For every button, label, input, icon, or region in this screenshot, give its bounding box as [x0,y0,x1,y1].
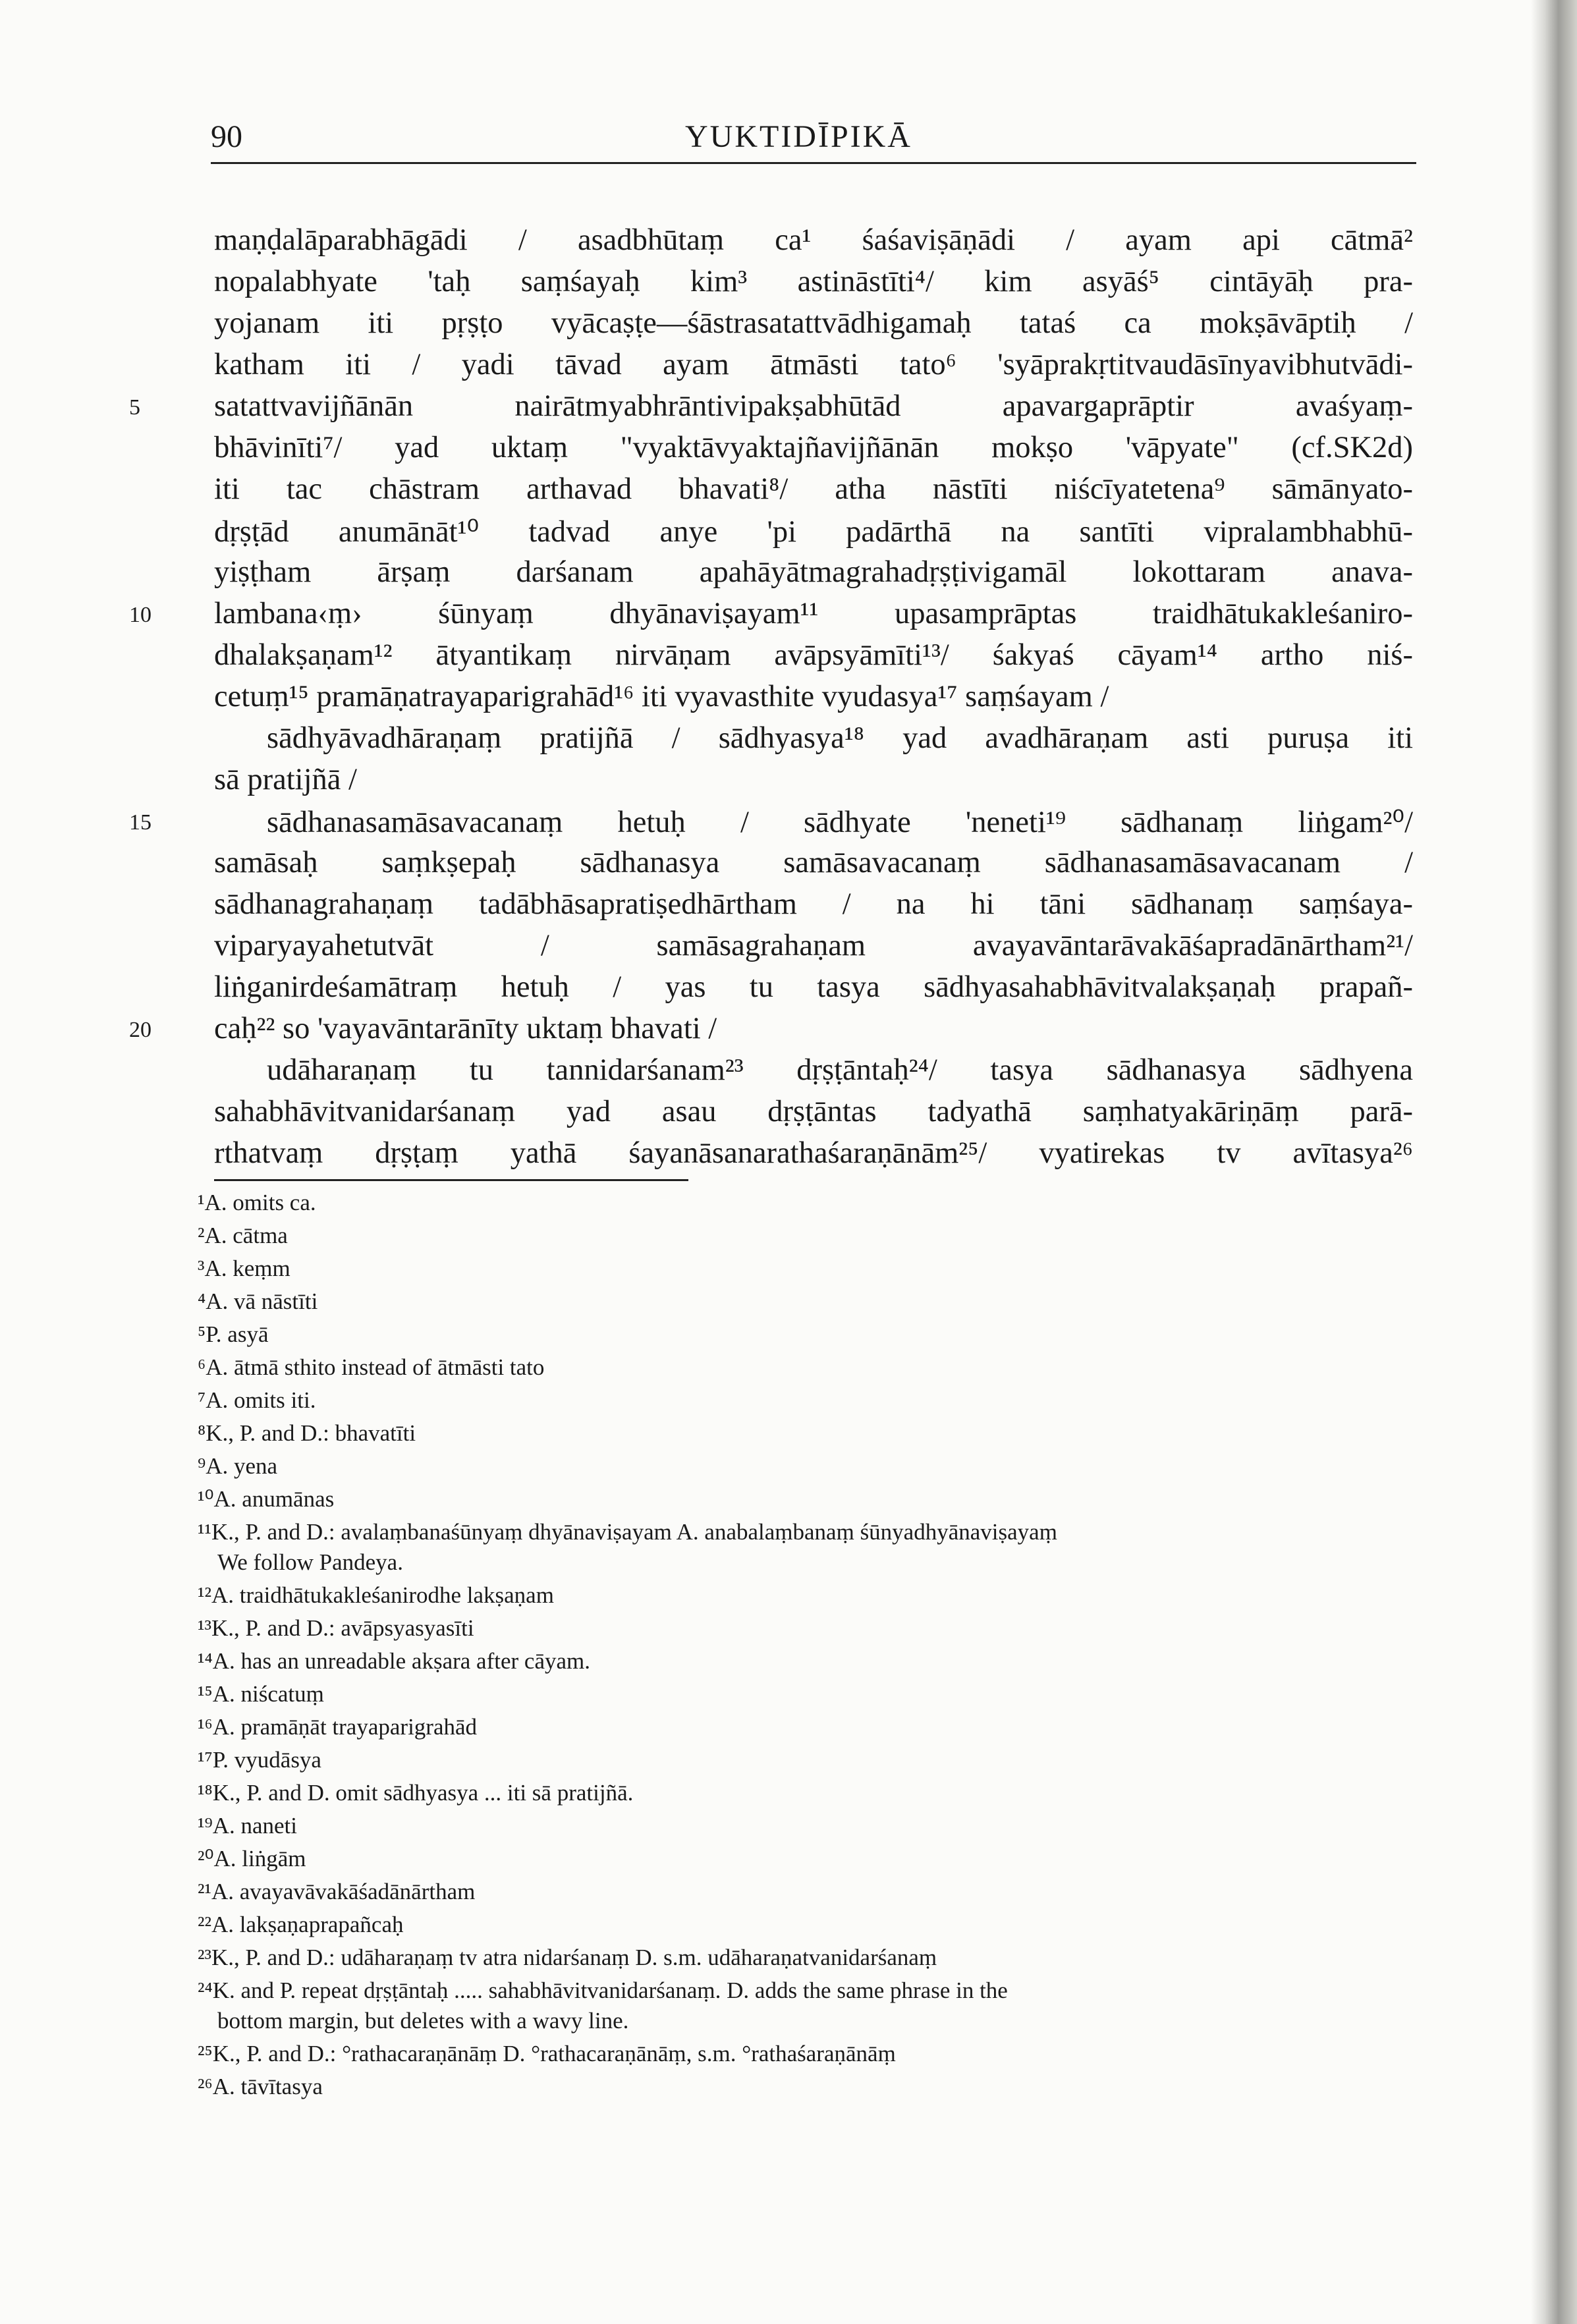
footnote-12: ¹²A. traidhātukakleśanirodhe lakṣaṇam [198,1582,554,1608]
body-line-21: udāharaṇaṃ tu tannidarśanam²³ dṛṣṭāntaḥ²⁴/ tasya sādhanasya sādhyena [267,1053,1413,1087]
body-line-17: sādhanagrahaṇaṃ tadābhāsapratiṣedhārtham / na hi tāni sādhanaṃ saṃśaya- [214,887,1413,921]
footnote-20: ²⁰A. liṅgām [198,1846,306,1871]
body-line-22: sahabhāvitvanidarśanaṃ yad asau dṛṣṭāntas tadyathā saṃhatyakāriṇāṃ parā- [214,1095,1413,1128]
body-line-13: sādhyāvadhāraṇaṃ pratijñā / sādhyasya¹⁸ yad avadhāraṇam asti puruṣa iti [267,721,1413,755]
footnote-16: ¹⁶A. pramāṇāt trayaparigrahād [198,1714,478,1740]
footnote-26: ²⁶A. tāvītasya [198,2074,323,2099]
page-edge-shadow [1531,0,1577,2324]
footnote-11-cont: We follow Pandeya. [217,1549,403,1575]
footnote-5: ⁵P. asyā [198,1321,269,1347]
line-number-15: 15 [129,810,152,835]
footnote-rule [214,1179,688,1181]
body-line-15: sādhanasamāsavacanaṃ hetuḥ / sādhyate 'neneti¹⁹ sādhanaṃ liṅgam²⁰/ [267,806,1413,839]
body-line-10: lambana‹ṃ› śūnyaṃ dhyānaviṣayam¹¹ upasamprāptas traidhātukakleśaniro- [214,597,1413,630]
footnote-10: ¹⁰A. anumānas [198,1486,335,1512]
line-number-5: 5 [129,395,140,420]
body-line-11: dhalakṣaṇam¹² ātyantikaṃ nirvāṇam avāpsyāmīti¹³/ śakyaś cāyam¹⁴ artho niś- [214,638,1413,672]
body-line-23: rthatvaṃ dṛṣṭaṃ yathā śayanāsanarathaśaraṇānām²⁵/ vyatirekas tv avītasya²⁶ [214,1136,1413,1170]
body-line-19: liṅganirdeśamātraṃ hetuḥ / yas tu tasya sādhyasahabhāvitvalakṣaṇaḥ prapañ- [214,970,1413,1004]
body-line-7: iti tac chāstram arthavad bhavati⁸/ atha nāstīti niścīyatetena⁹ sāmānyato- [214,472,1413,506]
footnote-7: ⁷A. omits iti. [198,1387,316,1413]
body-line-18: viparyayahetutvāt / samāsagrahaṇam avayavāntarāvakāśapradānārtham²¹/ [214,929,1413,962]
body-line-6: bhāvinīti⁷/ yad uktaṃ "vyaktāvyaktajñavijñānān mokṣo 'vāpyate" (cf.SK2d) [214,431,1413,464]
footnote-1: ¹A. omits ca. [198,1190,316,1215]
body-line-4: katham iti / yadi tāvad ayam ātmāsti tato⁶ 'syāprakṛtitvaudāsīnyavibhutvādi- [214,348,1413,381]
footnote-14: ¹⁴A. has an unreadable akṣara after cāyam. [198,1648,590,1674]
footnote-9: ⁹A. yena [198,1453,278,1479]
body-line-12: cetuṃ¹⁵ pramāṇatrayaparigrahād¹⁶ iti vyavasthite vyudasya¹⁷ saṃśayam / [214,680,1109,713]
footnote-4: ⁴A. vā nāstīti [198,1288,318,1314]
footnote-19: ¹⁹A. naneti [198,1813,297,1839]
footnote-6: ⁶A. ātmā sthito instead of ātmāsti tato [198,1354,545,1380]
footnote-11: ¹¹K., P. and D.: avalaṃbanaśūnyaṃ dhyānaviṣayam A. anabalaṃbanaṃ śūnyadhyānaviṣayaṃ [198,1519,1057,1545]
footnote-25: ²⁵K., P. and D.: °rathacaraṇānāṃ D. °rathacaraṇānāṃ, s.m. °rathaśaraṇānāṃ [198,2041,896,2066]
running-title: YUKTIDĪPIKĀ [685,119,912,154]
body-line-8: dṛṣṭād anumānāt¹⁰ tadvad anye 'pi padārthā na santīti vipralambhabhū- [214,515,1413,549]
page-header [211,116,1416,164]
body-line-1: maṇḍalāparabhāgādi / asadbhūtaṃ ca¹ śaśaviṣāṇādi / ayam api cātmā² [214,223,1413,257]
footnote-22: ²²A. lakṣaṇaprapañcaḥ [198,1912,404,1937]
page-number: 90 [211,119,242,154]
footnote-18: ¹⁸K., P. and D. omit sādhyasya ... iti sā pratijñā. [198,1780,634,1806]
body-line-5: satattvavijñānān nairātmyabhrāntivipakṣabhūtād apavargaprāptir avaśyaṃ- [214,389,1413,423]
body-line-9: yiṣṭham ārṣaṃ darśanam apahāyātmagrahadṛṣṭivigamāl lokottaram anava- [214,555,1413,589]
body-line-2: nopalabhyate 'taḥ saṃśayaḥ kim³ astināstīti⁴/ kim asyāś⁵ cintāyāḥ pra- [214,265,1413,298]
body-line-14: sā pratijñā / [214,763,357,796]
footnote-24-cont: bottom margin, but deletes with a wavy line. [217,2008,629,2034]
footnote-21: ²¹A. avayavāvakāśadānārtham [198,1879,476,1904]
footnote-17: ¹⁷P. vyudāsya [198,1747,321,1773]
body-line-3: yojanam iti pṛṣṭo vyācaṣṭe—śāstrasatattvādhigamaḥ tataś ca mokṣāvāptiḥ / [214,306,1413,340]
footnote-2: ²A. cātma [198,1223,288,1248]
footnote-15: ¹⁵A. niścatuṃ [198,1681,324,1707]
footnote-13: ¹³K., P. and D.: avāpsyasyasīti [198,1615,474,1641]
footnote-24: ²⁴K. and P. repeat dṛṣṭāntaḥ ..... sahabhāvitvanidarśanaṃ. D. adds the same phrase in the [198,1978,1008,2003]
line-number-20: 20 [129,1018,152,1042]
footnote-3: ³A. keṃm [198,1256,290,1281]
body-line-16: samāsaḥ saṃkṣepaḥ sādhanasya samāsavacanaṃ sādhanasamāsavacanam / [214,846,1413,879]
body-line-20: caḥ²² so 'vayavāntarānīty uktaṃ bhavati / [214,1012,717,1045]
line-number-10: 10 [129,603,152,627]
footnote-8: ⁸K., P. and D.: bhavatīti [198,1420,416,1446]
footnote-23: ²³K., P. and D.: udāharaṇaṃ tv atra nidarśanaṃ D. s.m. udāharaṇatvanidarśanaṃ [198,1945,937,1970]
